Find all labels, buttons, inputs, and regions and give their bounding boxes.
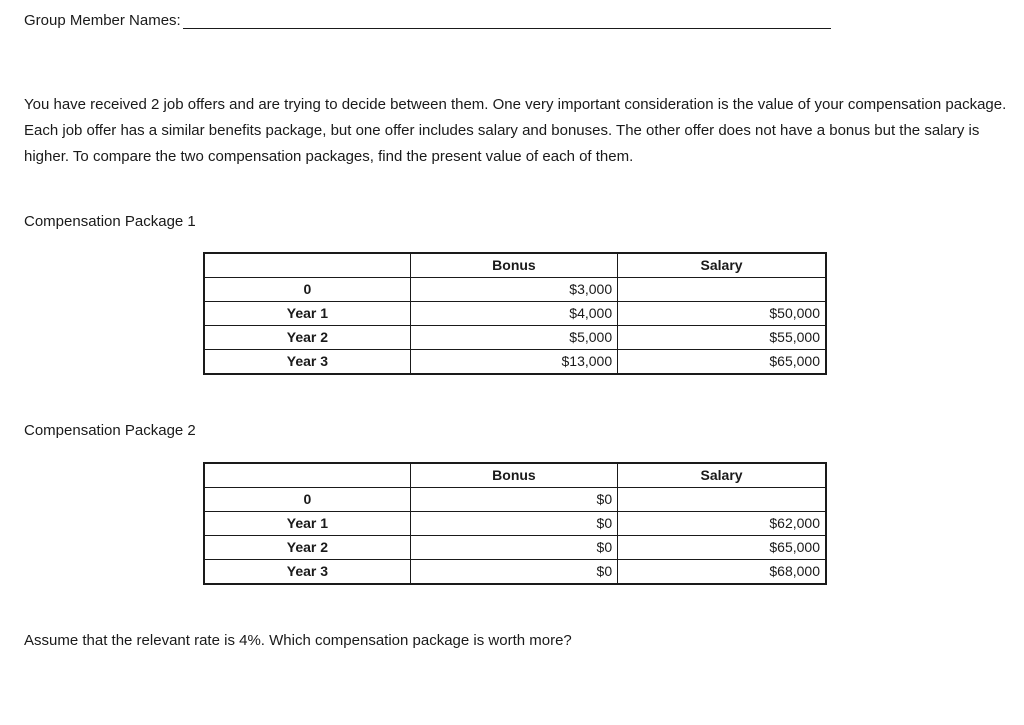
period-cell: Year 1 xyxy=(204,512,410,536)
salary-cell: $65,000 xyxy=(618,536,826,560)
table-row xyxy=(204,536,826,560)
period-cell: Year 3 xyxy=(204,560,410,585)
salary-cell: $62,000 xyxy=(618,512,826,536)
package-1-header-period xyxy=(204,253,410,278)
period-cell: Year 3 xyxy=(204,350,410,375)
period-cell: Year 2 xyxy=(204,536,410,560)
table-row xyxy=(204,302,826,326)
intro-paragraph: You have received 2 job offers and are trying to decide between them. One very important consideration is the value of your compensation package. Each job offer has a similar benefits package, but one offer includes salary and bonuses. The other offer does not have a bonus but the salary is higher. To compare the two compensation packages, find the present value of each of them. xyxy=(24,96,1007,165)
table-row xyxy=(204,512,826,536)
period-cell: 0 xyxy=(204,488,410,512)
package-2-table xyxy=(203,462,827,585)
bonus-cell: $0 xyxy=(410,536,617,560)
bonus-cell: $13,000 xyxy=(410,350,617,375)
group-member-names-line xyxy=(24,12,831,29)
bonus-cell: $3,000 xyxy=(410,278,617,302)
salary-cell: $50,000 xyxy=(618,302,826,326)
table-row xyxy=(204,350,826,375)
bonus-cell: $5,000 xyxy=(410,326,617,350)
package-1-label: Compensation Package 1 xyxy=(24,213,196,230)
salary-cell xyxy=(618,278,826,302)
package-2-label: Compensation Package 2 xyxy=(24,422,196,439)
salary-cell xyxy=(618,488,826,512)
package-2-header-period xyxy=(204,463,410,488)
question-text: Assume that the relevant rate is 4%. Which compensation package is worth more? xyxy=(24,632,572,649)
bonus-cell: $4,000 xyxy=(410,302,617,326)
period-cell: 0 xyxy=(204,278,410,302)
package-1-header-row xyxy=(204,253,826,278)
bonus-cell: $0 xyxy=(410,488,617,512)
bonus-cell: $0 xyxy=(410,512,617,536)
salary-cell: $68,000 xyxy=(618,560,826,585)
table-row xyxy=(204,488,826,512)
package-2-header-salary: Salary xyxy=(618,463,826,488)
package-2-header-row xyxy=(204,463,826,488)
package-1-header-salary: Salary xyxy=(618,253,826,278)
period-cell: Year 2 xyxy=(204,326,410,350)
package-1-header-bonus: Bonus xyxy=(410,253,617,278)
table-row xyxy=(204,278,826,302)
group-member-names-blank[interactable] xyxy=(183,14,831,29)
period-cell: Year 1 xyxy=(204,302,410,326)
salary-cell: $65,000 xyxy=(618,350,826,375)
bonus-cell: $0 xyxy=(410,560,617,585)
package-2-header-bonus: Bonus xyxy=(410,463,617,488)
table-row xyxy=(204,560,826,585)
group-member-names-label: Group Member Names: xyxy=(24,12,181,29)
salary-cell: $55,000 xyxy=(618,326,826,350)
package-1-table xyxy=(203,252,827,375)
table-row xyxy=(204,326,826,350)
